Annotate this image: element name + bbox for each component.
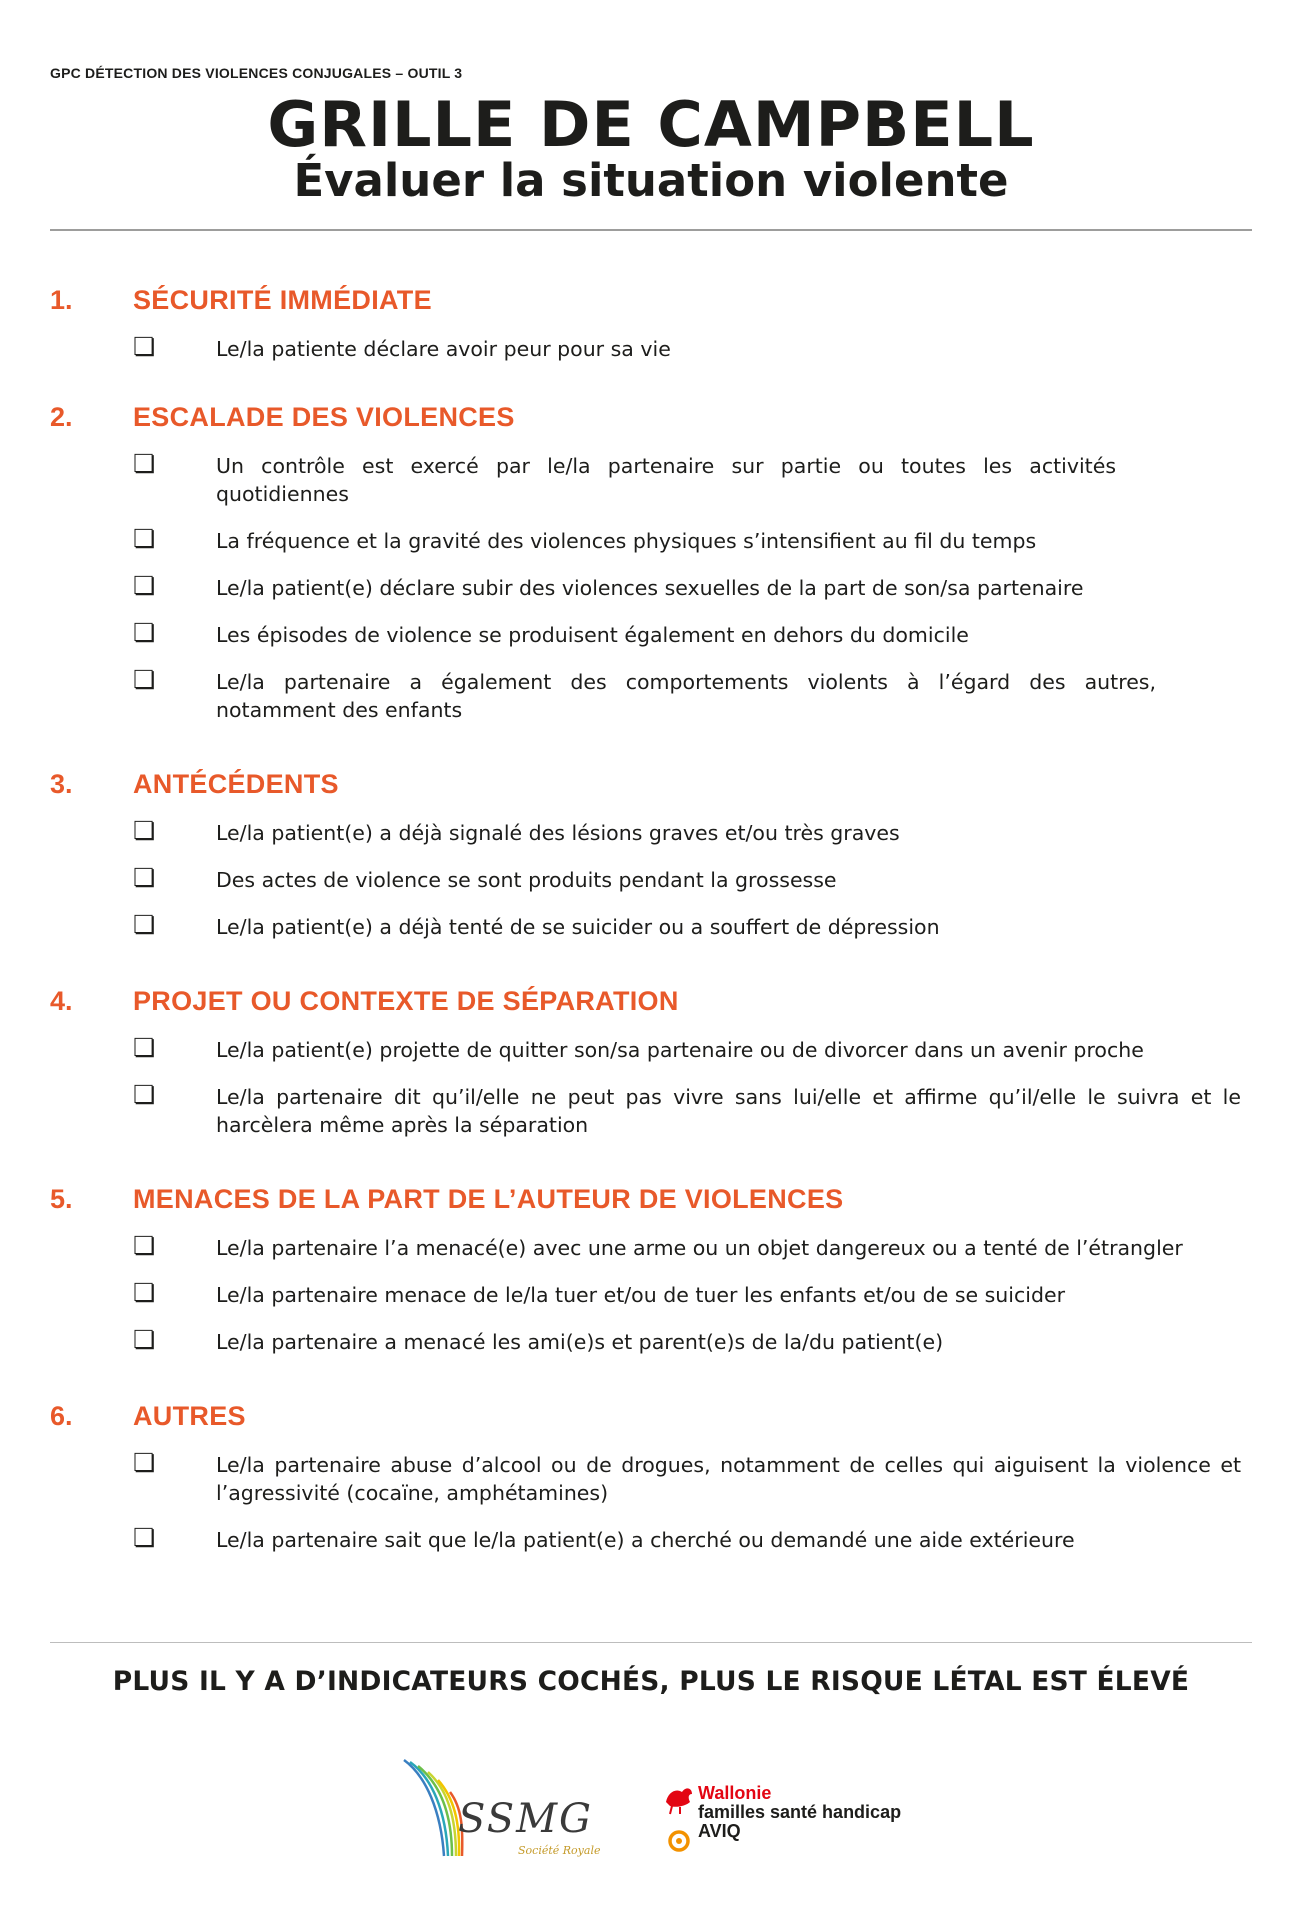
section-separation bbox=[0, 986, 1302, 1139]
section-number: 1. bbox=[50, 285, 73, 315]
checkbox-icon[interactable]: ❏ bbox=[133, 332, 156, 361]
checkbox-icon[interactable]: ❏ bbox=[133, 1231, 156, 1260]
checkbox-icon[interactable]: ❏ bbox=[133, 524, 156, 553]
checkbox-icon[interactable]: ❏ bbox=[133, 571, 156, 600]
section-heading bbox=[0, 769, 1302, 805]
checklist-item bbox=[0, 665, 1302, 724]
checklist-item bbox=[0, 1523, 1302, 1554]
section-number: 4. bbox=[50, 986, 73, 1016]
checklist-item bbox=[0, 1231, 1302, 1262]
checkbox-icon[interactable]: ❏ bbox=[133, 1448, 156, 1477]
wallonie-aviq-logo bbox=[662, 1782, 922, 1862]
checklist-item bbox=[0, 332, 1302, 363]
checkbox-icon[interactable]: ❏ bbox=[133, 910, 156, 939]
item-text: Le/la partenaire menace de le/la tuer et/ou de tuer les enfants et/ou de se suicider bbox=[216, 1283, 1066, 1307]
ssmg-tagline: Société Royale bbox=[518, 1844, 601, 1857]
page-subtitle: Évaluer la situation violente bbox=[293, 154, 1009, 207]
section-title: MENACES DE LA PART DE L’AUTEUR DE VIOLENCES bbox=[133, 1184, 844, 1214]
checklist-item bbox=[0, 449, 1302, 508]
section-title: SÉCURITÉ IMMÉDIATE bbox=[133, 285, 432, 315]
checkbox-icon[interactable]: ❏ bbox=[133, 1080, 156, 1109]
section-immediate-safety bbox=[0, 285, 1302, 363]
section-number: 2. bbox=[50, 402, 73, 432]
checkbox-icon[interactable]: ❏ bbox=[133, 618, 156, 647]
item-text: Le/la partenaire l’a menacé(e) avec une arme ou un objet dangereux ou a tenté de l’étrangler bbox=[216, 1236, 1183, 1260]
item-text: Le/la patient(e) a déjà signalé des lésions graves et/ou très graves bbox=[216, 821, 900, 845]
item-text: Le/la partenaire a menacé les ami(e)s et parent(e)s de la/du patient(e) bbox=[216, 1330, 944, 1354]
checklist-item bbox=[0, 1080, 1302, 1139]
checklist-item bbox=[0, 1325, 1302, 1356]
item-text: Le/la partenaire a également des comportements violents à l’égard des autres, notamment des enfants bbox=[216, 670, 1156, 722]
section-number: 3. bbox=[50, 769, 73, 799]
section-heading bbox=[0, 1401, 1302, 1437]
section-heading bbox=[0, 402, 1302, 438]
item-text: Les épisodes de violence se produisent également en dehors du domicile bbox=[216, 623, 969, 647]
document-overline: GPC DÉTECTION DES VIOLENCES CONJUGALES – OUTIL 3 bbox=[50, 65, 463, 81]
checklist-item bbox=[0, 863, 1302, 894]
checkbox-icon[interactable]: ❏ bbox=[133, 665, 156, 694]
section-title: PROJET OU CONTEXTE DE SÉPARATION bbox=[133, 986, 679, 1016]
section-heading bbox=[0, 1184, 1302, 1220]
ssmg-logo bbox=[396, 1756, 606, 1866]
header-divider bbox=[50, 229, 1252, 231]
section-threats bbox=[0, 1184, 1302, 1356]
section-number: 6. bbox=[50, 1401, 73, 1431]
item-text: Le/la patient(e) projette de quitter son/sa partenaire ou de divorcer dans un avenir proche bbox=[216, 1038, 1144, 1062]
section-heading bbox=[0, 986, 1302, 1022]
checkbox-icon[interactable]: ❏ bbox=[133, 863, 156, 892]
section-other bbox=[0, 1401, 1302, 1554]
checklist-item bbox=[0, 1278, 1302, 1309]
section-history bbox=[0, 769, 1302, 941]
item-text: Le/la partenaire dit qu’il/elle ne peut pas vivre sans lui/elle et affirme qu’il/elle le suivra et le harcèlera même après la séparation bbox=[216, 1085, 1241, 1137]
section-escalation bbox=[0, 402, 1302, 724]
ssmg-wordmark: SSMG bbox=[458, 1796, 594, 1842]
checklist-item bbox=[0, 571, 1302, 602]
checklist-item bbox=[0, 1448, 1302, 1507]
wallonie-tagline: familles santé handicap bbox=[698, 1802, 902, 1822]
item-text: Un contrôle est exercé par le/la partenaire sur partie ou toutes les activités quotidiennes bbox=[216, 454, 1116, 506]
item-text: Le/la partenaire sait que le/la patient(e) a cherché ou demandé une aide extérieure bbox=[216, 1528, 1075, 1552]
item-text: Le/la patient(e) déclare subir des violences sexuelles de la part de son/sa partenaire bbox=[216, 576, 1084, 600]
rooster-icon bbox=[662, 1782, 696, 1816]
checkbox-icon[interactable]: ❏ bbox=[133, 449, 156, 478]
checkbox-icon[interactable]: ❏ bbox=[133, 816, 156, 845]
item-text: Des actes de violence se sont produits pendant la grossesse bbox=[216, 868, 837, 892]
checkbox-icon[interactable]: ❏ bbox=[133, 1033, 156, 1062]
checkbox-icon[interactable]: ❏ bbox=[133, 1325, 156, 1354]
checklist-item bbox=[0, 618, 1302, 649]
checklist-item bbox=[0, 816, 1302, 847]
section-number: 5. bbox=[50, 1184, 73, 1214]
item-text: Le/la patient(e) a déjà tenté de se suicider ou a souffert de dépression bbox=[216, 915, 940, 939]
section-title: ESCALADE DES VIOLENCES bbox=[133, 402, 515, 432]
checklist bbox=[0, 285, 1302, 1573]
checkbox-icon[interactable]: ❏ bbox=[133, 1523, 156, 1552]
checklist-item bbox=[0, 1033, 1302, 1064]
checkbox-icon[interactable]: ❏ bbox=[133, 1278, 156, 1307]
checklist-item bbox=[0, 524, 1302, 555]
footer-divider bbox=[50, 1642, 1252, 1643]
section-title: AUTRES bbox=[133, 1401, 246, 1431]
risk-warning: PLUS IL Y A D’INDICATEURS COCHÉS, PLUS LE RISQUE LÉTAL EST ÉLEVÉ bbox=[112, 1666, 1190, 1697]
item-text: Le/la patiente déclare avoir peur pour sa vie bbox=[216, 337, 671, 361]
item-text: La fréquence et la gravité des violences physiques s’intensifient au fil du temps bbox=[216, 529, 1037, 553]
item-text: Le/la partenaire abuse d’alcool ou de drogues, notamment de celles qui aiguisent la violence et l’agressivité (cocaïne, amphétamines) bbox=[216, 1453, 1241, 1505]
checklist-item bbox=[0, 910, 1302, 941]
aviq-label: AVIQ bbox=[698, 1821, 741, 1841]
page-title: GRILLE DE CAMPBELL bbox=[267, 88, 1035, 161]
wallonie-label: Wallonie bbox=[698, 1783, 772, 1803]
section-heading bbox=[0, 285, 1302, 321]
section-title: ANTÉCÉDENTS bbox=[133, 769, 339, 799]
aviq-swirl-icon bbox=[666, 1828, 692, 1854]
